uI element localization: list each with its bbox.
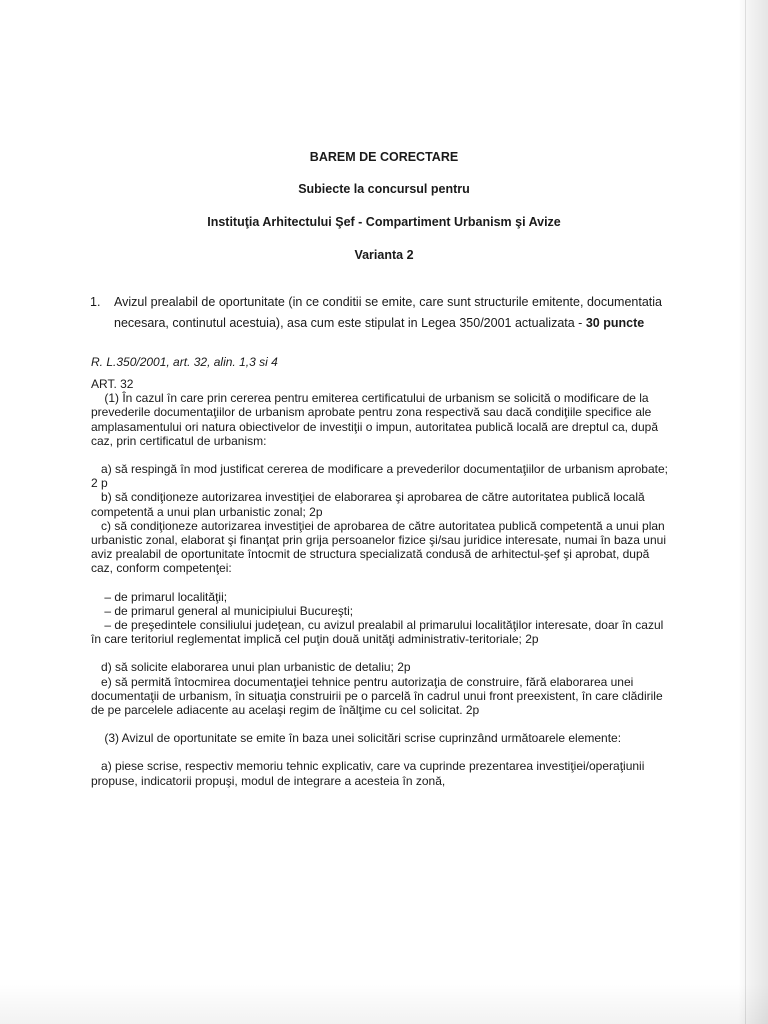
question-text-block: [92, 292, 662, 334]
document-title: BAREM DE CORECTARE: [309, 150, 459, 164]
paragraph-3: [91, 731, 671, 745]
question-number: 1.: [90, 295, 101, 309]
item-d: [91, 660, 671, 674]
document-subtitle: Subiecte la concursul pentru: [298, 182, 470, 196]
variant-line: Varianta 2: [354, 248, 414, 262]
paragraph-1: [91, 391, 671, 448]
item-c: [91, 519, 671, 576]
paragraph-1-text: (1) În cazul în care prin cererea pentru emiterea certificatului de urbanism se solicită o modificare de la prevederile documentaţiilor de urbanism aprobate pentru zona respectivă sau dacă condiţiile specifice ale amplasamentului ori natura obiectivelor de investiţii o impun, autoritatea publică locală are dreptul ca, după caz, prin certificatul de urbanism:: [91, 391, 658, 448]
item-d-text: d) să solicite elaborarea unui plan urbanistic de detaliu; 2p: [101, 660, 411, 675]
question-points: 30 puncte: [585, 316, 645, 330]
item-e: [91, 675, 671, 718]
article-heading: ART. 32: [91, 377, 134, 391]
dash-item-1: [91, 590, 671, 604]
dash-item-1-text: – de primarul localităţii;: [104, 589, 228, 604]
item-a3: [91, 759, 671, 787]
item-b-text: b) să condiţioneze autorizarea investiţiei de elaborarea şi aprobarea de către autoritatea publică locală competentă a unui plan urbanistic zonal; 2p: [91, 490, 645, 519]
question-1: [92, 292, 662, 334]
item-e-text: e) să permită întocmirea documentaţiei tehnice pentru autorizaţia de construire, fără elaborarea unei documentaţii de urbanism, în situaţia construirii pe o parcelă în cadrul unui front preexistent, în care clădirile de pe parcelele adiacente au acelaşi regim de înălţime cu cel solicitat. 2p: [91, 674, 663, 718]
item-c-text: c) să condiţioneze autorizarea investiţiei de aprobarea de către autoritatea publică competentă a unui plan urbanistic zonal, elaborat şi finanţat prin grija persoanelor fizice şi/sau juridice interesate, numai în baza unui aviz prealabil de oportunitate întocmit de structura specializată condusă de arhitectul-şef şi aprobat, după caz, conform competenţei:: [91, 518, 666, 576]
item-a: [91, 462, 671, 490]
article-body: [91, 377, 671, 788]
dash-item-2-text: – de primarul general al municipiului Bucureşti;: [104, 603, 354, 618]
item-b: [91, 490, 671, 518]
dash-item-3-text: – de preşedintele consiliului judeţean, cu avizul prealabil al primarului localităţilor interesate, doar în cazul în care teritoriul reglementat implică cel puţin două unităţi administrativ-teritoriale; 2p: [91, 618, 664, 647]
dash-item-3: [91, 618, 671, 646]
scan-bottom-shadow: [0, 984, 768, 1024]
item-a3-text: a) piese scrise, respectiv memoriu tehnic explicativ, care va cuprinde prezentarea investiţiei/operaţiunii propuse, indicatorii propuşi, modul de integrare a acesteia în zonă,: [91, 759, 645, 788]
paragraph-3-text: (3) Avizul de oportunitate se emite în baza unei solicitări scrise cuprinzând următoarele elemente:: [104, 731, 622, 746]
institution-line: Instituţia Arhitectului Şef - Compartiment Urbanism şi Avize: [207, 215, 561, 229]
dash-item-2: [91, 604, 671, 618]
legal-reference: R. L.350/2001, art. 32, alin. 1,3 si 4: [91, 355, 278, 369]
question-text: Avizul prealabil de oportunitate (in ce conditii se emite, care sunt structurile emitente, documentatia necesara, continutul acestuia), asa cum este stipulat in Legea 350/2001 actualizata -: [114, 295, 662, 330]
item-a-text: a) să respingă în mod justificat cererea de modificare a prevederilor documentaţiilor de urbanism aprobate; 2 p: [91, 462, 668, 491]
